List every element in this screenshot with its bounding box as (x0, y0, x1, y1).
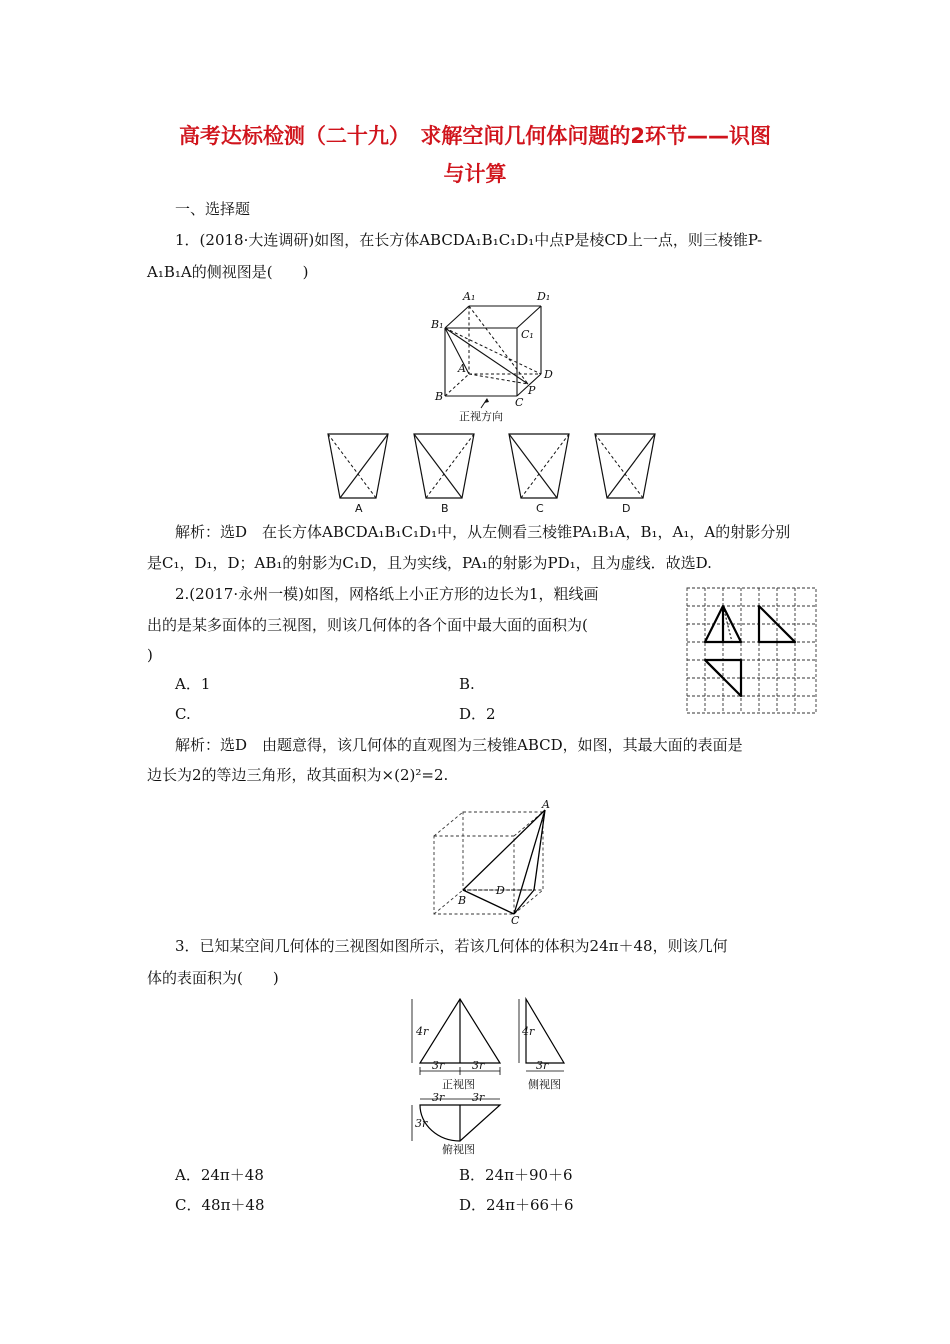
segment (445, 328, 528, 384)
vertex-label: B (435, 390, 444, 403)
q3-option-d[interactable]: D．24π＋66＋6 (459, 1196, 574, 1214)
vertex-label: C (511, 914, 520, 927)
q2-text-line3: ) (147, 646, 153, 664)
q1-option-a[interactable] (328, 434, 390, 514)
q1-text-line1: 1．(2018·大连调研)如图，在长方体ABCDA₁B₁C₁D₁中点P是棱CD上一点，则三棱锥P- (175, 231, 763, 249)
dimension-label: 4r (522, 1025, 535, 1038)
q2-option-b[interactable]: B. (459, 675, 475, 693)
q1-text-line2: A₁B₁A的侧视图是( ) (147, 263, 309, 281)
q2-option-d[interactable]: D．2 (459, 705, 496, 723)
hidden-edge (469, 306, 528, 384)
page-title-line2: 与计算 (443, 162, 507, 186)
vertex-label: D₁ (537, 290, 551, 303)
q2-text-line2: 出的是某多面体的三视图，则该几何体的各个面中最大面的面积为( (147, 616, 588, 634)
vertex-label: A₁ (463, 290, 476, 303)
vertex-label: C (515, 396, 524, 409)
q2-answer-line1: 解析：选D 由题意得，该几何体的直观图为三棱锥ABCD，如图，其最大面的表面是 (175, 736, 743, 754)
q1-option-b[interactable] (414, 434, 476, 514)
q3-text-line1: 3．已知某空间几何体的三视图如图所示，若该几何体的体积为24π＋48，则该几何 (175, 937, 728, 955)
edge (517, 306, 541, 328)
option-label: B (441, 502, 449, 515)
q2-text-line1: 2.(2017·永州一模)如图，网格纸上小正方形的边长为1，粗线画 (175, 585, 599, 603)
vertex-label: P (528, 384, 536, 397)
q1-option-c[interactable] (509, 434, 571, 514)
arrow-head (484, 398, 489, 403)
front-view-label: 正视图 (442, 1078, 475, 1091)
q2-option-a[interactable]: A．1 (175, 675, 211, 693)
q2-answer-line2: 边长为2的等边三角形，故其面积为×(2)²=2. (147, 766, 449, 784)
q2-cube-figure (430, 794, 570, 927)
q2-grid-three-views (687, 588, 817, 714)
q3-option-c[interactable]: C．48π＋48 (175, 1196, 265, 1214)
q3-three-views-figure (412, 995, 582, 1155)
vertex-label: A (542, 798, 550, 811)
dimension-label: 4r (416, 1025, 429, 1038)
q1-answer-line2: 是C₁，D₁，D；AB₁的射影为C₁D，且为实线，PA₁的射影为PD₁，且为虚线．故选D. (147, 554, 712, 572)
side-view-label: 侧视图 (528, 1078, 561, 1091)
q1-answer-line1: 解析：选D 在长方体ABCDA₁B₁C₁D₁中，从左侧看三棱锥PA₁B₁A，B₁，A₁，A的射影分别 (175, 523, 791, 541)
vertex-label: C₁ (521, 328, 534, 341)
q3-option-b[interactable]: B．24π＋90＋6 (459, 1166, 573, 1184)
q1-cuboid-figure (425, 288, 565, 423)
option-label: D (622, 502, 631, 515)
edge (445, 306, 469, 328)
dimension-label: 3r (415, 1117, 428, 1130)
figure-caption: 正视方向 (459, 410, 503, 423)
dimension-label: 3r (472, 1059, 485, 1072)
dimension-label: 3r (536, 1059, 549, 1072)
q2-option-c[interactable]: C. (175, 705, 191, 723)
q3-text-line2: 体的表面积为( ) (147, 969, 279, 987)
option-label: C (536, 502, 544, 515)
vertex-label: B (458, 894, 467, 907)
hidden-edge (469, 374, 528, 384)
dimension-label: 3r (432, 1059, 445, 1072)
q3-option-a[interactable]: A．24π＋48 (175, 1166, 264, 1184)
top-view-label: 俯视图 (442, 1143, 475, 1156)
vertex-label: D (544, 368, 553, 381)
hidden-edge (445, 374, 469, 396)
dimension-label: 3r (432, 1091, 445, 1104)
vertex-label: B₁ (431, 318, 444, 331)
option-label: A (355, 502, 363, 515)
section-heading: 一、选择题 (175, 200, 251, 218)
page-title: 高考达标检测（二十九） 求解空间几何体问题的2环节——识图 (178, 124, 772, 148)
q1-option-d[interactable] (595, 434, 657, 514)
vertex-label: A (458, 362, 466, 375)
vertex-label: D (496, 884, 505, 897)
dimension-label: 3r (472, 1091, 485, 1104)
